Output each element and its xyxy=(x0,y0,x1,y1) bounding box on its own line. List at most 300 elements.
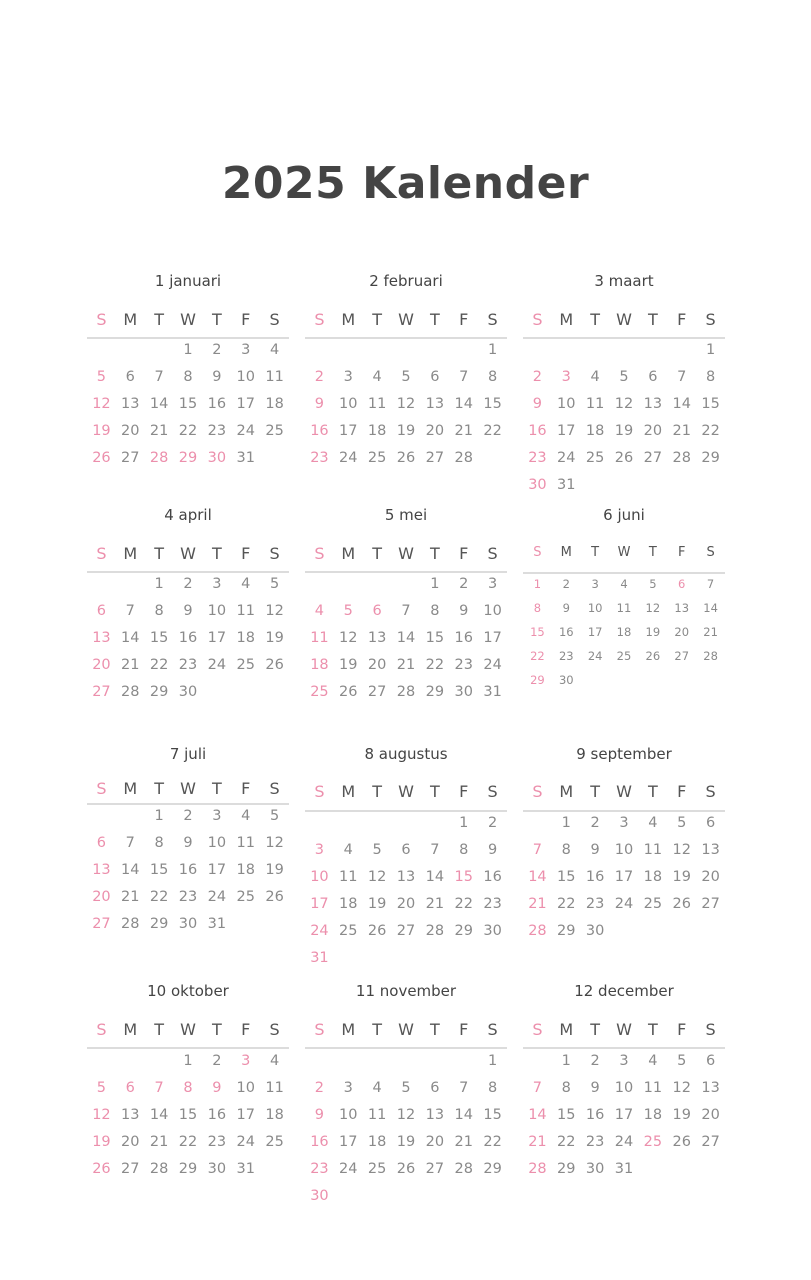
day-cell: 15 xyxy=(149,630,169,646)
weekday-label: S xyxy=(96,544,107,563)
day-cell: 26 xyxy=(614,450,634,466)
month-block xyxy=(87,982,289,1215)
day-cell: 7 xyxy=(154,1080,164,1096)
day-cell: 27 xyxy=(367,684,387,700)
day-cell: 10 xyxy=(614,842,634,858)
day-cell: 10 xyxy=(587,601,603,615)
day-cell: 15 xyxy=(483,396,502,412)
weekday-header xyxy=(87,779,289,798)
day-cell: 15 xyxy=(178,396,198,412)
day-cell: 17 xyxy=(557,423,576,439)
weekday-label: W xyxy=(616,310,632,329)
empty-cell xyxy=(392,815,421,842)
day-cell: 1 xyxy=(154,576,164,592)
day-cell: 20 xyxy=(367,657,387,673)
weekday-label: T xyxy=(154,1020,165,1039)
day-cell: 20 xyxy=(92,889,111,905)
day-cell: 30 xyxy=(558,673,574,687)
day-cell: 22 xyxy=(149,889,169,905)
month-block xyxy=(523,272,725,504)
weekday-label: F xyxy=(241,544,251,563)
day-cell: 11 xyxy=(265,369,284,385)
day-cell: 27 xyxy=(396,923,416,939)
day-cell: 2 xyxy=(183,576,193,592)
weekday-label: W xyxy=(180,779,196,798)
month-name: 10 oktober xyxy=(147,982,229,1000)
weekday-label: M xyxy=(123,544,138,563)
weekday-label: S xyxy=(96,310,107,329)
day-cell: 15 xyxy=(483,1107,502,1123)
weekday-label: S xyxy=(269,310,280,329)
header-divider xyxy=(305,571,507,573)
day-cell: 31 xyxy=(614,1161,634,1177)
weekday-header xyxy=(523,782,725,801)
day-cell: 30 xyxy=(528,477,547,493)
day-cell: 13 xyxy=(367,630,387,646)
day-cell: 22 xyxy=(425,657,445,673)
day-cell: 16 xyxy=(585,1107,605,1123)
day-cell: 28 xyxy=(425,923,445,939)
day-cell: 12 xyxy=(92,1107,111,1123)
weekday-label: S xyxy=(705,1020,716,1039)
day-cell: 6 xyxy=(125,369,135,385)
day-cell: 22 xyxy=(557,896,576,912)
weekday-header xyxy=(305,310,507,329)
weekday-label: F xyxy=(677,782,687,801)
weekday-label: M xyxy=(559,782,574,801)
weekday-label: S xyxy=(532,782,543,801)
day-cell: 23 xyxy=(310,450,329,466)
weekday-label: T xyxy=(429,1020,440,1039)
day-cell: 3 xyxy=(591,577,599,591)
empty-cell xyxy=(392,576,421,603)
day-cell: 7 xyxy=(154,369,164,385)
day-cell: 13 xyxy=(643,396,663,412)
day-cell: 6 xyxy=(372,603,382,619)
day-grid xyxy=(87,576,289,711)
day-cell: 12 xyxy=(645,601,661,615)
day-cell: 17 xyxy=(614,869,634,885)
day-cell: 22 xyxy=(483,423,502,439)
weekday-label: T xyxy=(429,310,440,329)
day-cell: 4 xyxy=(241,576,251,592)
day-cell: 1 xyxy=(705,342,716,358)
weekday-label: F xyxy=(677,1020,687,1039)
day-cell: 2 xyxy=(459,576,469,592)
header-divider xyxy=(305,1047,507,1049)
day-cell: 18 xyxy=(310,657,329,673)
day-cell: 10 xyxy=(339,396,358,412)
day-cell: 17 xyxy=(483,630,502,646)
weekday-label: W xyxy=(616,1020,632,1039)
day-cell: 12 xyxy=(339,630,358,646)
weekday-label: F xyxy=(677,545,686,560)
day-cell: 18 xyxy=(265,1107,284,1123)
day-grid xyxy=(523,577,725,697)
day-cell: 30 xyxy=(178,684,198,700)
day-cell: 8 xyxy=(533,601,542,615)
day-cell: 28 xyxy=(528,923,547,939)
weekday-label: T xyxy=(372,1020,383,1039)
day-cell: 11 xyxy=(643,842,663,858)
day-cell: 5 xyxy=(269,576,280,592)
day-cell: 14 xyxy=(149,1107,169,1123)
weekday-label: W xyxy=(398,782,414,801)
empty-cell xyxy=(116,1053,145,1080)
day-cell: 16 xyxy=(558,625,574,639)
day-cell: 6 xyxy=(705,1053,716,1069)
day-cell: 17 xyxy=(339,1134,358,1150)
day-cell: 10 xyxy=(310,869,329,885)
day-cell: 26 xyxy=(645,649,661,663)
day-cell: 19 xyxy=(672,1107,691,1123)
header-divider xyxy=(523,337,725,339)
day-cell: 27 xyxy=(92,684,111,700)
day-cell: 13 xyxy=(92,862,111,878)
day-cell: 13 xyxy=(674,601,690,615)
day-cell: 26 xyxy=(672,896,691,912)
day-cell: 2 xyxy=(590,815,600,831)
day-cell: 17 xyxy=(207,630,227,646)
day-grid xyxy=(87,808,289,943)
weekday-header xyxy=(523,1020,725,1039)
weekday-label: M xyxy=(560,545,572,560)
day-cell: 13 xyxy=(425,396,445,412)
day-cell: 10 xyxy=(236,369,255,385)
day-cell: 12 xyxy=(396,396,416,412)
day-cell: 30 xyxy=(585,923,605,939)
day-cell: 6 xyxy=(705,815,716,831)
month-name: 9 september xyxy=(576,745,672,763)
day-cell: 23 xyxy=(178,657,198,673)
day-cell: 24 xyxy=(614,896,634,912)
day-cell: 12 xyxy=(92,396,111,412)
day-grid xyxy=(523,342,725,504)
day-cell: 10 xyxy=(557,396,576,412)
empty-cell xyxy=(305,1053,334,1080)
month-block xyxy=(523,745,725,977)
month-name: 1 januari xyxy=(154,272,222,290)
day-cell: 20 xyxy=(674,625,690,639)
day-cell: 20 xyxy=(701,869,720,885)
day-cell: 18 xyxy=(367,423,387,439)
empty-cell xyxy=(392,342,421,369)
day-cell: 25 xyxy=(310,684,329,700)
day-cell: 3 xyxy=(212,576,222,592)
weekday-label: T xyxy=(647,1020,658,1039)
day-cell: 11 xyxy=(585,396,605,412)
day-grid xyxy=(305,815,507,977)
weekday-label: T xyxy=(429,544,440,563)
day-cell: 20 xyxy=(425,1134,445,1150)
day-cell: 2 xyxy=(183,808,193,824)
day-cell: 21 xyxy=(149,423,169,439)
empty-cell xyxy=(420,342,449,369)
day-cell: 14 xyxy=(396,630,416,646)
day-cell: 31 xyxy=(557,477,576,493)
day-cell: 28 xyxy=(149,450,169,466)
day-cell: 13 xyxy=(121,1107,140,1123)
day-cell: 5 xyxy=(649,577,657,591)
day-cell: 12 xyxy=(265,603,284,619)
weekday-label: M xyxy=(341,1020,356,1039)
day-cell: 1 xyxy=(533,577,542,591)
weekday-label: T xyxy=(154,310,165,329)
weekday-label: S xyxy=(533,545,542,560)
month-name: 12 december xyxy=(574,982,674,1000)
day-grid xyxy=(305,1053,507,1215)
day-cell: 7 xyxy=(459,369,469,385)
day-cell: 9 xyxy=(212,369,222,385)
day-cell: 18 xyxy=(339,896,358,912)
weekday-label: S xyxy=(532,1020,543,1039)
day-cell: 24 xyxy=(310,923,329,939)
day-cell: 16 xyxy=(178,630,198,646)
weekday-label: S xyxy=(705,782,716,801)
day-cell: 19 xyxy=(265,862,284,878)
empty-cell xyxy=(581,342,610,369)
day-cell: 4 xyxy=(648,1053,658,1069)
weekday-label: S xyxy=(532,310,543,329)
day-cell: 12 xyxy=(396,1107,416,1123)
month-block xyxy=(305,745,507,977)
empty-cell xyxy=(145,342,174,369)
weekday-label: M xyxy=(341,782,356,801)
day-cell: 22 xyxy=(178,423,198,439)
day-cell: 18 xyxy=(643,869,663,885)
day-cell: 17 xyxy=(339,423,358,439)
weekday-label: F xyxy=(241,779,251,798)
day-cell: 19 xyxy=(92,1134,111,1150)
day-cell: 30 xyxy=(310,1188,329,1204)
empty-cell xyxy=(334,342,363,369)
day-cell: 9 xyxy=(314,396,325,412)
weekday-label: T xyxy=(211,544,222,563)
day-cell: 7 xyxy=(459,1080,469,1096)
day-cell: 30 xyxy=(207,450,227,466)
month-name: 2 februari xyxy=(369,272,443,290)
weekday-header xyxy=(305,782,507,801)
weekday-header xyxy=(87,310,289,329)
day-cell: 4 xyxy=(269,342,280,358)
empty-cell xyxy=(363,1053,392,1080)
day-cell: 9 xyxy=(314,1107,325,1123)
day-cell: 10 xyxy=(483,603,502,619)
weekday-label: W xyxy=(616,782,632,801)
day-cell: 29 xyxy=(483,1161,502,1177)
weekday-label: T xyxy=(647,782,658,801)
day-cell: 24 xyxy=(557,450,576,466)
day-cell: 25 xyxy=(367,450,387,466)
day-cell: 25 xyxy=(265,423,284,439)
day-cell: 21 xyxy=(121,889,140,905)
day-cell: 26 xyxy=(396,450,416,466)
day-cell: 5 xyxy=(96,369,107,385)
day-cell: 25 xyxy=(643,1134,663,1150)
day-cell: 4 xyxy=(620,577,628,591)
day-cell: 25 xyxy=(265,1134,284,1150)
weekday-label: W xyxy=(398,310,414,329)
day-cell: 8 xyxy=(183,1080,193,1096)
empty-cell xyxy=(116,342,145,369)
day-cell: 16 xyxy=(585,869,605,885)
month-block xyxy=(305,982,507,1215)
day-cell: 24 xyxy=(236,423,255,439)
day-cell: 31 xyxy=(236,1161,255,1177)
day-cell: 12 xyxy=(367,869,387,885)
day-cell: 15 xyxy=(425,630,445,646)
day-cell: 6 xyxy=(430,369,440,385)
day-cell: 2 xyxy=(487,815,498,831)
day-cell: 18 xyxy=(643,1107,663,1123)
day-cell: 29 xyxy=(454,923,473,939)
day-cell: 29 xyxy=(178,1161,198,1177)
weekday-label: T xyxy=(590,310,601,329)
weekday-label: M xyxy=(341,310,356,329)
weekday-header xyxy=(305,1020,507,1039)
empty-cell xyxy=(638,342,667,369)
day-cell: 19 xyxy=(614,423,634,439)
empty-cell xyxy=(116,576,145,603)
day-cell: 1 xyxy=(561,815,571,831)
day-cell: 21 xyxy=(454,423,473,439)
day-cell: 27 xyxy=(121,450,140,466)
day-cell: 7 xyxy=(532,1080,543,1096)
day-cell: 5 xyxy=(343,603,353,619)
empty-cell xyxy=(552,342,581,369)
day-cell: 22 xyxy=(701,423,720,439)
month-name: 4 april xyxy=(164,506,212,524)
weekday-label: W xyxy=(617,545,631,560)
empty-cell xyxy=(116,808,145,835)
empty-cell xyxy=(523,815,552,842)
day-cell: 17 xyxy=(236,396,255,412)
day-cell: 4 xyxy=(372,369,382,385)
day-cell: 24 xyxy=(483,657,502,673)
day-cell: 4 xyxy=(343,842,353,858)
day-cell: 26 xyxy=(265,889,284,905)
day-cell: 31 xyxy=(207,916,227,932)
day-cell: 20 xyxy=(396,896,416,912)
day-cell: 14 xyxy=(703,601,718,615)
day-cell: 24 xyxy=(587,649,603,663)
day-cell: 27 xyxy=(701,1134,720,1150)
day-cell: 14 xyxy=(528,869,547,885)
day-cell: 17 xyxy=(587,625,603,639)
day-cell: 29 xyxy=(425,684,445,700)
empty-cell xyxy=(610,342,639,369)
day-cell: 2 xyxy=(314,369,325,385)
day-cell: 27 xyxy=(121,1161,140,1177)
day-cell: 19 xyxy=(645,625,661,639)
day-cell: 28 xyxy=(121,684,140,700)
day-cell: 16 xyxy=(207,1107,227,1123)
day-cell: 8 xyxy=(487,1080,498,1096)
day-cell: 28 xyxy=(149,1161,169,1177)
day-cell: 8 xyxy=(561,842,571,858)
day-cell: 26 xyxy=(672,1134,691,1150)
day-cell: 18 xyxy=(585,423,605,439)
day-cell: 23 xyxy=(207,423,227,439)
month-block xyxy=(87,745,289,970)
day-cell: 12 xyxy=(614,396,634,412)
day-cell: 11 xyxy=(367,396,387,412)
weekday-label: M xyxy=(123,1020,138,1039)
day-cell: 3 xyxy=(561,369,571,385)
day-cell: 5 xyxy=(96,1080,107,1096)
day-cell: 29 xyxy=(149,684,169,700)
empty-cell xyxy=(363,576,392,603)
empty-cell xyxy=(305,342,334,369)
day-cell: 8 xyxy=(183,369,193,385)
day-cell: 8 xyxy=(705,369,716,385)
day-cell: 15 xyxy=(149,862,169,878)
weekday-label: F xyxy=(677,310,687,329)
day-cell: 3 xyxy=(487,576,498,592)
weekday-label: F xyxy=(459,310,469,329)
day-cell: 3 xyxy=(619,815,629,831)
day-cell: 22 xyxy=(149,657,169,673)
day-cell: 24 xyxy=(339,1161,358,1177)
day-cell: 14 xyxy=(121,630,140,646)
day-cell: 14 xyxy=(149,396,169,412)
day-cell: 1 xyxy=(487,342,498,358)
day-cell: 9 xyxy=(212,1080,222,1096)
day-cell: 23 xyxy=(558,649,574,663)
day-cell: 18 xyxy=(367,1134,387,1150)
day-cell: 1 xyxy=(459,815,469,831)
day-cell: 12 xyxy=(672,1080,691,1096)
day-cell: 26 xyxy=(92,450,111,466)
day-cell: 4 xyxy=(648,815,658,831)
month-name: 6 juni xyxy=(603,506,645,524)
day-cell: 2 xyxy=(212,342,222,358)
empty-cell xyxy=(334,576,363,603)
day-cell: 5 xyxy=(269,808,280,824)
day-cell: 13 xyxy=(701,1080,720,1096)
weekday-label: S xyxy=(314,544,325,563)
month-name: 3 maart xyxy=(594,272,654,290)
month-name: 11 november xyxy=(355,982,457,1000)
day-grid xyxy=(87,342,289,477)
day-cell: 21 xyxy=(672,423,691,439)
day-cell: 3 xyxy=(343,1080,353,1096)
day-cell: 7 xyxy=(401,603,411,619)
day-cell: 13 xyxy=(701,842,720,858)
day-cell: 7 xyxy=(532,842,543,858)
day-cell: 20 xyxy=(121,423,140,439)
day-cell: 3 xyxy=(212,808,222,824)
weekday-label: F xyxy=(459,544,469,563)
day-cell: 25 xyxy=(585,450,605,466)
day-cell: 15 xyxy=(178,1107,198,1123)
day-cell: 5 xyxy=(372,842,382,858)
day-cell: 12 xyxy=(265,835,284,851)
empty-cell xyxy=(305,815,334,842)
header-divider xyxy=(523,572,725,574)
weekday-label: F xyxy=(241,310,251,329)
day-grid xyxy=(305,576,507,711)
day-cell: 26 xyxy=(265,657,284,673)
empty-cell xyxy=(420,815,449,842)
day-cell: 27 xyxy=(701,896,720,912)
day-cell: 28 xyxy=(121,916,140,932)
day-cell: 16 xyxy=(310,423,329,439)
day-cell: 23 xyxy=(528,450,547,466)
weekday-label: T xyxy=(647,310,658,329)
day-cell: 4 xyxy=(269,1053,280,1069)
day-cell: 15 xyxy=(701,396,720,412)
